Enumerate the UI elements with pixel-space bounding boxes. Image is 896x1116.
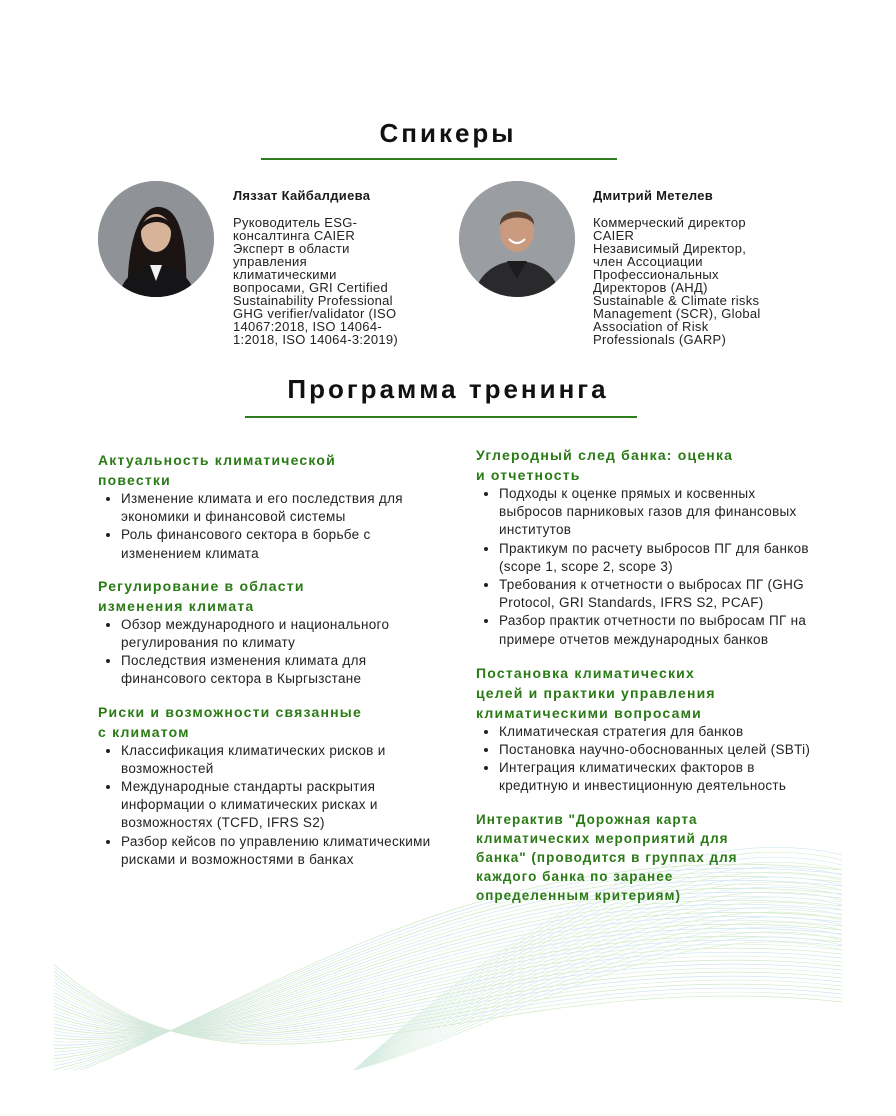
section-title: Риски и возможности связанные (98, 703, 362, 720)
section-items (476, 723, 816, 796)
section-title: Постановка климатических (476, 664, 695, 681)
list-item: • Международные стандарты раскрытия информации о климатических рисках и возможностях (TCFD, IFRS S2) (121, 778, 438, 833)
wave-line (54, 976, 842, 1036)
list-item: • Разбор кейсов по управлению климатическими рисками и возможностями в банках (121, 833, 438, 869)
speaker-bio-line: климатическими (233, 267, 337, 282)
wave-line (54, 876, 842, 1069)
speaker-1-bio (233, 216, 433, 346)
wave-line (54, 940, 842, 1031)
program-section (98, 702, 438, 869)
interactive-line: каждого банка по заранее (476, 868, 674, 884)
speaker-2-avatar (459, 181, 575, 297)
list-item: • Климатическая стратегия для банков (499, 723, 816, 741)
interactive-line: определенным критериям) (476, 887, 682, 903)
list-item: • Классификация климатических рисков и возможностей (121, 742, 438, 778)
section-title: целей и практики управления (476, 684, 716, 701)
speaker-bio-line: Association of Risk (593, 319, 709, 334)
speaker-bio-line: 14067:2018, ISO 14064- (233, 319, 382, 334)
speaker-bio-line: Коммерческий директор (593, 215, 746, 230)
program-left-column (98, 450, 438, 882)
speakers-heading: Спикеры (379, 118, 517, 148)
speaker-bio-line: Sustainability Professional (233, 293, 393, 308)
speaker-bio-line: Professionals (GARP) (593, 332, 727, 347)
list-item: • Интеграция климатических факторов в кредитную и инвестиционную деятельность (499, 759, 816, 795)
program-section (98, 450, 438, 563)
wave-line (54, 900, 842, 1048)
section-items (98, 616, 438, 689)
speaker-bio-line: Руководитель ESG- (233, 215, 358, 230)
program-section (476, 445, 816, 649)
section-title: Регулирование в области (98, 577, 305, 594)
wave-line (54, 896, 842, 1052)
speaker-1-name: Ляззат Кайбалдиева (233, 188, 371, 203)
wave-line (354, 917, 842, 1070)
list-item: • Разбор практик отчетности по выбросам ПГ на примере отчетов международных банков (499, 612, 816, 648)
section-title: и отчетность (476, 467, 581, 483)
interactive-session-note (476, 810, 816, 905)
wave-line (354, 942, 842, 1070)
list-item: • Практикум по расчету выбросов ПГ для банков (scope 1, scope 2, scope 3) (499, 540, 816, 576)
speaker-bio-line: Профессиональных (593, 267, 719, 282)
speaker-bio-line: 1:2018, ISO 14064-3:2019) (233, 332, 399, 347)
section-items (476, 485, 816, 649)
list-item: • Требования к отчетности о выбросах ПГ (GHG Protocol, GRI Standards, IFRS S2, PCAF) (499, 576, 816, 612)
speaker-bio-line: вопросами, GRI Certified (233, 280, 388, 295)
program-section (476, 663, 816, 796)
list-item: • Изменение климата и его последствия для экономики и финансовой системы (121, 490, 438, 526)
list-item: • Обзор международного и национального регулирования по климату (121, 616, 438, 652)
speaker-bio-line: CAIER (593, 228, 635, 243)
interactive-line: Интерактив "Дорожная карта (476, 811, 698, 827)
speaker-bio-line: член Ассоциации (593, 254, 703, 269)
speaker-bio-line: Независимый Директор, (593, 241, 747, 256)
speaker-2-bio (593, 216, 793, 346)
section-title: с климатом (98, 723, 190, 740)
speaker-2 (593, 188, 793, 346)
speaker-bio-line: GHG verifier/validator (ISO (233, 306, 397, 321)
list-item: • Последствия изменения климата для финансового сектора в Кыргызстане (121, 652, 438, 688)
speaker-bio-line: Директоров (АНД) (593, 280, 708, 295)
section-title: повестки (98, 472, 171, 488)
speaker-bio-line: управления (233, 254, 307, 269)
speaker-bio-line: Sustainable & Climate risks (593, 293, 760, 308)
wave-line (354, 912, 842, 1070)
section-title: климатическими вопросами (476, 704, 702, 721)
interactive-line: климатических мероприятий для (476, 830, 729, 846)
speaker-1-avatar (98, 181, 214, 297)
program-right-column (476, 445, 816, 905)
section-title: Актуальность климатической (98, 452, 336, 468)
wave-line (54, 932, 842, 1032)
list-item: • Подходы к оценке прямых и косвенных выбросов парниковых газов для финансовых институтов (499, 485, 816, 540)
section-items (98, 490, 438, 563)
brochure-page (54, 30, 842, 1070)
program-heading-rule (245, 416, 637, 418)
speaker-2-name: Дмитрий Метелев (593, 188, 714, 203)
speaker-bio-line: Management (SCR), Global (593, 306, 761, 321)
speaker-bio-line: Эксперт в области (233, 241, 350, 256)
speakers-heading-rule (261, 158, 617, 160)
speaker-bio-line: консалтинга CAIER (233, 228, 356, 243)
program-section (98, 576, 438, 689)
section-title: Углеродный след банка: оценка (476, 447, 734, 463)
section-title: изменения климата (98, 597, 255, 614)
section-items (98, 742, 438, 869)
list-item: • Постановка научно-обоснованных целей (SBTi) (499, 741, 816, 759)
interactive-line: банка" (проводится в группах для (476, 849, 738, 865)
wave-line (54, 968, 842, 1034)
speaker-1 (233, 188, 433, 346)
list-item: • Роль финансового сектора в борьбе с изменением климата (121, 526, 438, 562)
program-heading: Программа тренинга (287, 374, 609, 404)
